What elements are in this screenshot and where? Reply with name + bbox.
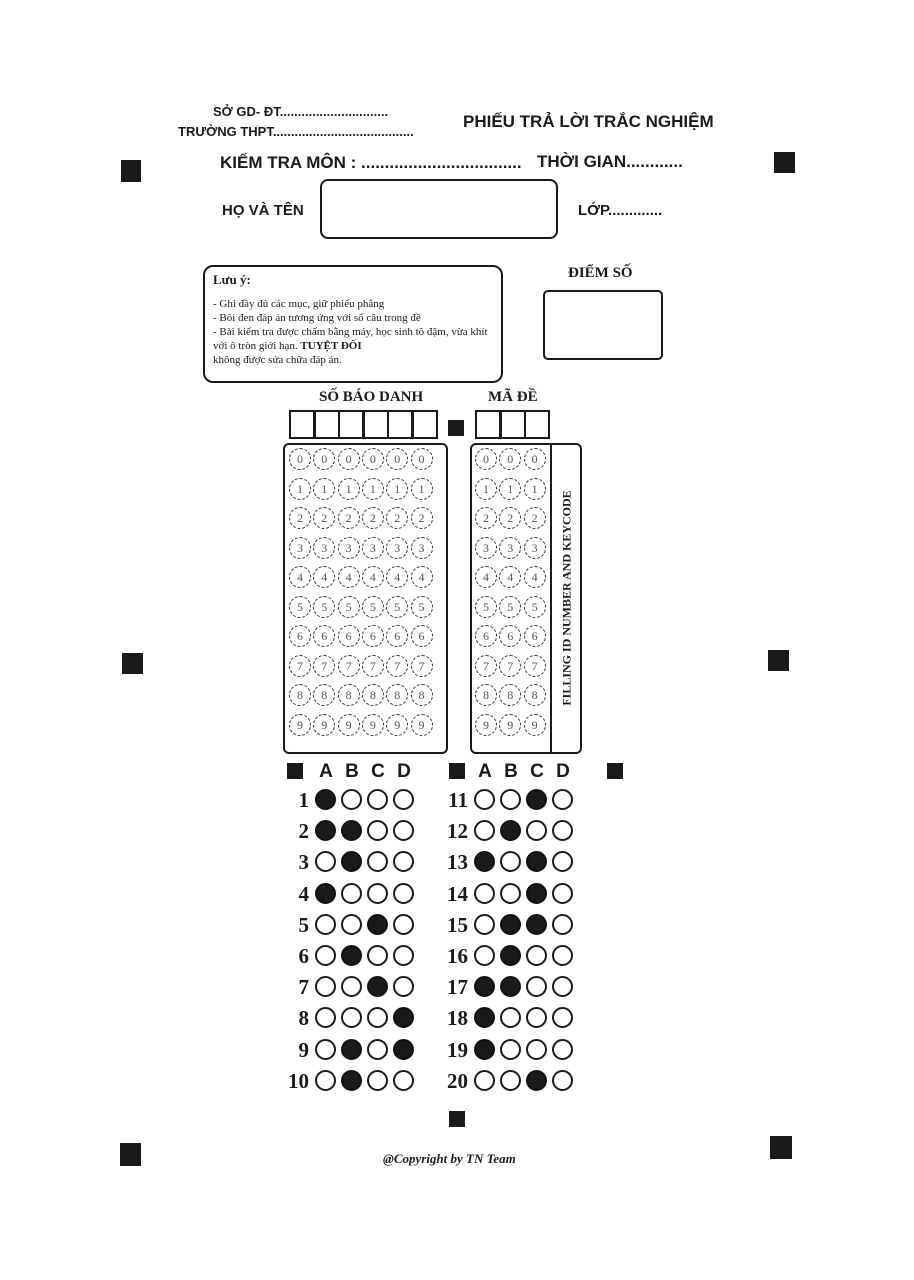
answer-bubble-c[interactable] bbox=[367, 976, 388, 997]
student-id-digit-bubble[interactable]: 9 bbox=[338, 714, 360, 736]
answer-bubble-a[interactable] bbox=[474, 851, 495, 872]
exam-code-digit-bubble[interactable]: 9 bbox=[475, 714, 497, 736]
student-id-digit-bubble[interactable]: 9 bbox=[362, 714, 384, 736]
student-id-digit-bubble[interactable]: 0 bbox=[411, 448, 433, 470]
student-id-digit-bubble[interactable]: 9 bbox=[313, 714, 335, 736]
student-id-digit-bubble[interactable]: 1 bbox=[362, 478, 384, 500]
answer-bubble-d[interactable] bbox=[393, 883, 414, 904]
student-id-digit-bubble[interactable]: 2 bbox=[362, 507, 384, 529]
answer-bubble-c[interactable] bbox=[367, 945, 388, 966]
option-header-c: C bbox=[530, 761, 544, 782]
answer-bubble-b[interactable] bbox=[341, 1039, 362, 1060]
answer-bubble-b[interactable] bbox=[341, 789, 362, 810]
option-header-b: B bbox=[504, 761, 518, 782]
exam-code-digit-bubble[interactable]: 6 bbox=[499, 625, 521, 647]
exam-code-digit-bubble[interactable]: 8 bbox=[524, 684, 546, 706]
school-field[interactable]: TRƯỜNG THPT....................................... bbox=[178, 124, 414, 139]
student-id-digit-bubble[interactable]: 2 bbox=[289, 507, 311, 529]
student-id-digit-bubble[interactable]: 7 bbox=[338, 655, 360, 677]
student-id-digit-bubble[interactable]: 0 bbox=[362, 448, 384, 470]
answer-bubble-a[interactable] bbox=[474, 883, 495, 904]
student-id-digit-bubble[interactable]: 6 bbox=[289, 625, 311, 647]
exam-code-digit-bubble[interactable]: 4 bbox=[475, 566, 497, 588]
student-id-digit-bubble[interactable]: 5 bbox=[386, 596, 408, 618]
answer-bubble-d[interactable] bbox=[552, 1070, 573, 1091]
student-id-digit-bubble[interactable]: 0 bbox=[313, 448, 335, 470]
answer-bubble-c[interactable] bbox=[367, 1039, 388, 1060]
student-id-digit-bubble[interactable]: 8 bbox=[411, 684, 433, 706]
exam-code-digit-bubble[interactable]: 6 bbox=[524, 625, 546, 647]
student-id-digit-bubble[interactable]: 3 bbox=[362, 537, 384, 559]
exam-code-digit-bubble[interactable]: 1 bbox=[524, 478, 546, 500]
student-id-digit-bubble[interactable]: 3 bbox=[338, 537, 360, 559]
option-header-c: C bbox=[371, 761, 385, 782]
student-id-digit-bubble[interactable]: 1 bbox=[411, 478, 433, 500]
answer-bubble-a[interactable] bbox=[315, 820, 336, 841]
answer-bubble-c[interactable] bbox=[526, 1070, 547, 1091]
student-id-digit-bubble[interactable]: 1 bbox=[386, 478, 408, 500]
student-id-digit-bubble[interactable]: 6 bbox=[362, 625, 384, 647]
answer-bubble-a[interactable] bbox=[315, 1007, 336, 1028]
exam-code-digit-bubble[interactable]: 4 bbox=[524, 566, 546, 588]
student-id-digit-bubble[interactable]: 8 bbox=[289, 684, 311, 706]
option-header-a: A bbox=[478, 761, 492, 782]
answer-bubble-d[interactable] bbox=[393, 1039, 414, 1060]
answer-bubble-c[interactable] bbox=[526, 914, 547, 935]
registration-marker-top-left bbox=[121, 160, 141, 182]
registration-marker-bottom-left bbox=[120, 1143, 141, 1166]
student-id-digit-bubble[interactable]: 1 bbox=[338, 478, 360, 500]
student-id-digit-bubble[interactable]: 3 bbox=[289, 537, 311, 559]
exam-code-digit-bubble[interactable]: 8 bbox=[499, 684, 521, 706]
student-id-digit-bubble[interactable]: 2 bbox=[386, 507, 408, 529]
registration-marker-top-right bbox=[774, 152, 795, 173]
student-id-digit-bubble[interactable]: 5 bbox=[289, 596, 311, 618]
student-id-digit-bubble[interactable]: 8 bbox=[313, 684, 335, 706]
student-id-digit-bubble[interactable]: 7 bbox=[386, 655, 408, 677]
answer-bubble-b[interactable] bbox=[341, 914, 362, 935]
answer-bubble-a[interactable] bbox=[474, 789, 495, 810]
class-field[interactable]: LỚP............. bbox=[578, 202, 663, 219]
question-number: 14 bbox=[447, 881, 468, 906]
student-id-digit-bubble[interactable]: 7 bbox=[313, 655, 335, 677]
exam-code-digit-bubble[interactable]: 6 bbox=[475, 625, 497, 647]
exam-code-digit-bubble[interactable]: 4 bbox=[499, 566, 521, 588]
student-id-label: SỐ BÁO DANH bbox=[319, 389, 424, 405]
student-id-digit-bubble[interactable]: 7 bbox=[289, 655, 311, 677]
student-id-digit-bubble[interactable]: 4 bbox=[289, 566, 311, 588]
answer-bubble-b[interactable] bbox=[500, 976, 521, 997]
answer-bubble-b[interactable] bbox=[341, 820, 362, 841]
student-id-cell[interactable] bbox=[338, 410, 364, 439]
answer-bubble-d[interactable] bbox=[552, 1039, 573, 1060]
answer-bubble-d[interactable] bbox=[393, 914, 414, 935]
answer-bubble-b[interactable] bbox=[341, 851, 362, 872]
student-id-digit-bubble[interactable]: 4 bbox=[362, 566, 384, 588]
exam-code-digit-bubble[interactable]: 7 bbox=[499, 655, 521, 677]
exam-code-digit-bubble[interactable]: 9 bbox=[524, 714, 546, 736]
exam-code-digit-bubble[interactable]: 2 bbox=[499, 507, 521, 529]
answer-bubble-b[interactable] bbox=[500, 789, 521, 810]
answer-bubble-a[interactable] bbox=[315, 1070, 336, 1091]
student-id-cell[interactable] bbox=[387, 410, 413, 439]
option-header-a: A bbox=[319, 761, 333, 782]
answer-bubble-b[interactable] bbox=[341, 945, 362, 966]
student-id-cell[interactable] bbox=[412, 410, 438, 439]
student-id-digit-bubble[interactable]: 4 bbox=[313, 566, 335, 588]
answer-bubble-b[interactable] bbox=[341, 1070, 362, 1091]
exam-code-digit-bubble[interactable]: 9 bbox=[499, 714, 521, 736]
answer-bubble-c[interactable] bbox=[526, 851, 547, 872]
answer-bubble-b[interactable] bbox=[500, 883, 521, 904]
instructions-line: không được sửa chữa đáp án. bbox=[213, 354, 342, 366]
answer-marker-bottom bbox=[449, 1111, 465, 1127]
question-number: 9 bbox=[298, 1037, 309, 1062]
answer-bubble-d[interactable] bbox=[552, 976, 573, 997]
instructions-box bbox=[203, 265, 503, 383]
question-number: 19 bbox=[447, 1037, 468, 1062]
exam-code-cell[interactable] bbox=[475, 410, 501, 439]
student-id-digit-bubble[interactable]: 5 bbox=[411, 596, 433, 618]
student-id-digit-bubble[interactable]: 4 bbox=[411, 566, 433, 588]
student-id-digit-bubble[interactable]: 2 bbox=[338, 507, 360, 529]
registration-marker-mid-right bbox=[768, 650, 789, 671]
answer-bubble-a[interactable] bbox=[474, 820, 495, 841]
student-id-digit-bubble[interactable]: 1 bbox=[289, 478, 311, 500]
answer-bubble-d[interactable] bbox=[552, 1007, 573, 1028]
student-id-digit-bubble[interactable]: 2 bbox=[411, 507, 433, 529]
answer-bubble-c[interactable] bbox=[526, 883, 547, 904]
answer-bubble-c[interactable] bbox=[526, 1039, 547, 1060]
exam-code-digit-bubble[interactable]: 7 bbox=[524, 655, 546, 677]
grid-divider bbox=[550, 443, 552, 754]
exam-code-digit-bubble[interactable]: 1 bbox=[499, 478, 521, 500]
answer-bubble-b[interactable] bbox=[341, 1007, 362, 1028]
student-id-digit-bubble[interactable]: 6 bbox=[386, 625, 408, 647]
student-id-digit-bubble[interactable]: 9 bbox=[411, 714, 433, 736]
student-id-digit-bubble[interactable]: 3 bbox=[386, 537, 408, 559]
student-id-digit-bubble[interactable]: 3 bbox=[313, 537, 335, 559]
copyright-footer: @Copyright by TN Team bbox=[383, 1151, 516, 1166]
answer-bubble-b[interactable] bbox=[500, 820, 521, 841]
student-id-cell[interactable] bbox=[314, 410, 340, 439]
option-header-d: D bbox=[556, 761, 570, 782]
question-number: 1 bbox=[298, 788, 309, 812]
answer-bubble-b[interactable] bbox=[500, 1039, 521, 1060]
student-id-digit-bubble[interactable]: 0 bbox=[386, 448, 408, 470]
answer-marker-left bbox=[287, 763, 303, 779]
answer-bubble-b[interactable] bbox=[341, 883, 362, 904]
student-id-digit-bubble[interactable]: 4 bbox=[386, 566, 408, 588]
instructions-line: - Bôi đen đáp án tương ứng với số câu trong đề bbox=[213, 312, 421, 324]
answer-bubble-d[interactable] bbox=[393, 820, 414, 841]
id-section-marker bbox=[448, 420, 464, 436]
instructions-emphasis: TUYỆT ĐỐI bbox=[300, 340, 362, 352]
question-number: 12 bbox=[447, 819, 468, 844]
answer-bubble-a[interactable] bbox=[315, 851, 336, 872]
answer-bubble-d[interactable] bbox=[393, 976, 414, 997]
answer-bubble-a[interactable] bbox=[315, 976, 336, 997]
answer-bubble-d[interactable] bbox=[393, 945, 414, 966]
answer-bubble-c[interactable] bbox=[367, 914, 388, 935]
full-name-label: HỌ VÀ TÊN bbox=[222, 202, 304, 219]
answer-bubble-a[interactable] bbox=[315, 883, 336, 904]
answer-bubble-c[interactable] bbox=[367, 883, 388, 904]
exam-code-digit-bubble[interactable]: 2 bbox=[524, 507, 546, 529]
question-number: 11 bbox=[448, 788, 468, 812]
question-number: 10 bbox=[288, 1068, 309, 1093]
sheet-title: PHIẾU TRẢ LỜI TRẮC NGHIỆM bbox=[463, 112, 714, 131]
question-number: 2 bbox=[298, 819, 309, 844]
answer-bubble-c[interactable] bbox=[526, 820, 547, 841]
exam-code-digit-bubble[interactable]: 0 bbox=[499, 448, 521, 470]
answer-bubble-b[interactable] bbox=[500, 914, 521, 935]
option-header-d: D bbox=[397, 761, 411, 782]
answer-bubble-c[interactable] bbox=[367, 1070, 388, 1091]
question-number: 6 bbox=[298, 944, 309, 968]
instructions-line: - Bài kiểm tra được chấm bằng máy, học sinh tô đậm, vừa khít với ô tròn giới hạn. bbox=[213, 326, 488, 352]
student-id-digit-bubble[interactable]: 5 bbox=[338, 596, 360, 618]
question-number: 8 bbox=[298, 1006, 309, 1031]
question-number: 3 bbox=[298, 850, 309, 875]
exam-code-digit-bubble[interactable]: 0 bbox=[524, 448, 546, 470]
exam-code-digit-bubble[interactable]: 5 bbox=[499, 596, 521, 618]
exam-code-digit-bubble[interactable]: 7 bbox=[475, 655, 497, 677]
student-id-digit-bubble[interactable]: 6 bbox=[411, 625, 433, 647]
student-id-digit-bubble[interactable]: 2 bbox=[313, 507, 335, 529]
answer-bubble-a[interactable] bbox=[474, 914, 495, 935]
subject-field[interactable]: KIỂM TRA MÔN : .................................. bbox=[220, 153, 522, 172]
answer-bubble-c[interactable] bbox=[367, 820, 388, 841]
time-field[interactable]: THỜI GIAN............ bbox=[537, 152, 683, 171]
exam-code-digit-bubble[interactable]: 8 bbox=[475, 684, 497, 706]
answer-bubble-b[interactable] bbox=[500, 945, 521, 966]
answer-bubble-b[interactable] bbox=[500, 851, 521, 872]
student-id-digit-bubble[interactable]: 7 bbox=[411, 655, 433, 677]
answer-bubble-c[interactable] bbox=[526, 789, 547, 810]
answer-bubble-a[interactable] bbox=[474, 1070, 495, 1091]
question-number: 16 bbox=[447, 944, 468, 968]
student-id-digit-bubble[interactable]: 7 bbox=[362, 655, 384, 677]
answer-bubble-b[interactable] bbox=[500, 1070, 521, 1091]
department-field[interactable]: SỞ GD- ĐT.............................. bbox=[213, 104, 389, 119]
student-id-digit-bubble[interactable]: 6 bbox=[338, 625, 360, 647]
answer-bubble-d[interactable] bbox=[393, 1007, 414, 1028]
answer-bubble-d[interactable] bbox=[393, 789, 414, 810]
answer-bubble-d[interactable] bbox=[552, 820, 573, 841]
question-number: 7 bbox=[298, 975, 309, 1000]
exam-code-digit-bubble[interactable]: 5 bbox=[524, 596, 546, 618]
exam-code-cell[interactable] bbox=[524, 410, 550, 439]
score-box[interactable] bbox=[543, 290, 663, 360]
answer-marker-right bbox=[607, 763, 623, 779]
instructions-line: - Ghi đầy đủ các mục, giữ phiếu phẳng bbox=[213, 298, 385, 310]
exam-code-digit-bubble[interactable]: 3 bbox=[475, 537, 497, 559]
student-id-cell[interactable] bbox=[363, 410, 389, 439]
student-id-digit-bubble[interactable]: 9 bbox=[289, 714, 311, 736]
answer-bubble-a[interactable] bbox=[474, 1039, 495, 1060]
question-number: 5 bbox=[298, 912, 309, 937]
student-id-digit-bubble[interactable]: 5 bbox=[362, 596, 384, 618]
question-number: 15 bbox=[447, 912, 468, 937]
student-id-digit-bubble[interactable]: 3 bbox=[411, 537, 433, 559]
answer-bubble-a[interactable] bbox=[315, 789, 336, 810]
registration-marker-bottom-right bbox=[770, 1136, 792, 1159]
student-id-cell[interactable] bbox=[289, 410, 315, 439]
answer-bubble-c[interactable] bbox=[526, 945, 547, 966]
student-id-digit-bubble[interactable]: 8 bbox=[386, 684, 408, 706]
question-number: 17 bbox=[447, 975, 468, 1000]
exam-code-digit-bubble[interactable]: 3 bbox=[524, 537, 546, 559]
answer-bubble-d[interactable] bbox=[552, 914, 573, 935]
student-id-digit-bubble[interactable]: 8 bbox=[362, 684, 384, 706]
exam-code-digit-bubble[interactable]: 2 bbox=[475, 507, 497, 529]
student-id-digit-bubble[interactable]: 0 bbox=[289, 448, 311, 470]
answer-bubble-c[interactable] bbox=[367, 851, 388, 872]
answer-bubble-a[interactable] bbox=[315, 1039, 336, 1060]
answer-bubble-a[interactable] bbox=[474, 945, 495, 966]
answer-bubble-c[interactable] bbox=[526, 976, 547, 997]
exam-code-digit-bubble[interactable]: 5 bbox=[475, 596, 497, 618]
option-header-b: B bbox=[345, 761, 359, 782]
answer-bubble-c[interactable] bbox=[367, 789, 388, 810]
full-name-input-box[interactable] bbox=[320, 179, 558, 239]
answer-bubble-c[interactable] bbox=[526, 1007, 547, 1028]
answer-bubble-c[interactable] bbox=[367, 1007, 388, 1028]
answer-bubble-a[interactable] bbox=[315, 914, 336, 935]
student-id-digit-bubble[interactable]: 1 bbox=[313, 478, 335, 500]
answer-bubble-a[interactable] bbox=[474, 1007, 495, 1028]
exam-code-digit-bubble[interactable]: 0 bbox=[475, 448, 497, 470]
answer-marker-center bbox=[449, 763, 465, 779]
student-id-digit-bubble[interactable]: 6 bbox=[313, 625, 335, 647]
answer-bubble-b[interactable] bbox=[500, 1007, 521, 1028]
answer-bubble-a[interactable] bbox=[315, 945, 336, 966]
answer-bubble-d[interactable] bbox=[552, 945, 573, 966]
student-id-digit-bubble[interactable]: 0 bbox=[338, 448, 360, 470]
instructions-line-group bbox=[213, 325, 493, 353]
instructions-title: Lưu ý: bbox=[213, 272, 251, 287]
answer-bubble-a[interactable] bbox=[474, 976, 495, 997]
answer-bubble-d[interactable] bbox=[393, 851, 414, 872]
exam-code-cell[interactable] bbox=[500, 410, 526, 439]
answer-bubble-d[interactable] bbox=[552, 883, 573, 904]
answer-bubble-d[interactable] bbox=[552, 789, 573, 810]
student-id-digit-bubble[interactable]: 9 bbox=[386, 714, 408, 736]
student-id-digit-bubble[interactable]: 5 bbox=[313, 596, 335, 618]
score-label: ĐIỂM SỐ bbox=[568, 265, 633, 281]
exam-code-digit-bubble[interactable]: 1 bbox=[475, 478, 497, 500]
question-number: 13 bbox=[447, 850, 468, 875]
answer-bubble-d[interactable] bbox=[393, 1070, 414, 1091]
question-number: 18 bbox=[447, 1006, 468, 1031]
student-id-digit-bubble[interactable]: 8 bbox=[338, 684, 360, 706]
answer-bubble-b[interactable] bbox=[341, 976, 362, 997]
filling-id-vertical-label: FILLING ID NUMBER AND KEYCODE bbox=[559, 490, 574, 706]
exam-code-digit-bubble[interactable]: 3 bbox=[499, 537, 521, 559]
exam-code-label: MÃ ĐỀ bbox=[488, 389, 538, 405]
answer-bubble-d[interactable] bbox=[552, 851, 573, 872]
question-number: 20 bbox=[447, 1068, 468, 1093]
question-number: 4 bbox=[298, 881, 309, 906]
registration-marker-mid-left bbox=[122, 653, 143, 674]
student-id-digit-bubble[interactable]: 4 bbox=[338, 566, 360, 588]
